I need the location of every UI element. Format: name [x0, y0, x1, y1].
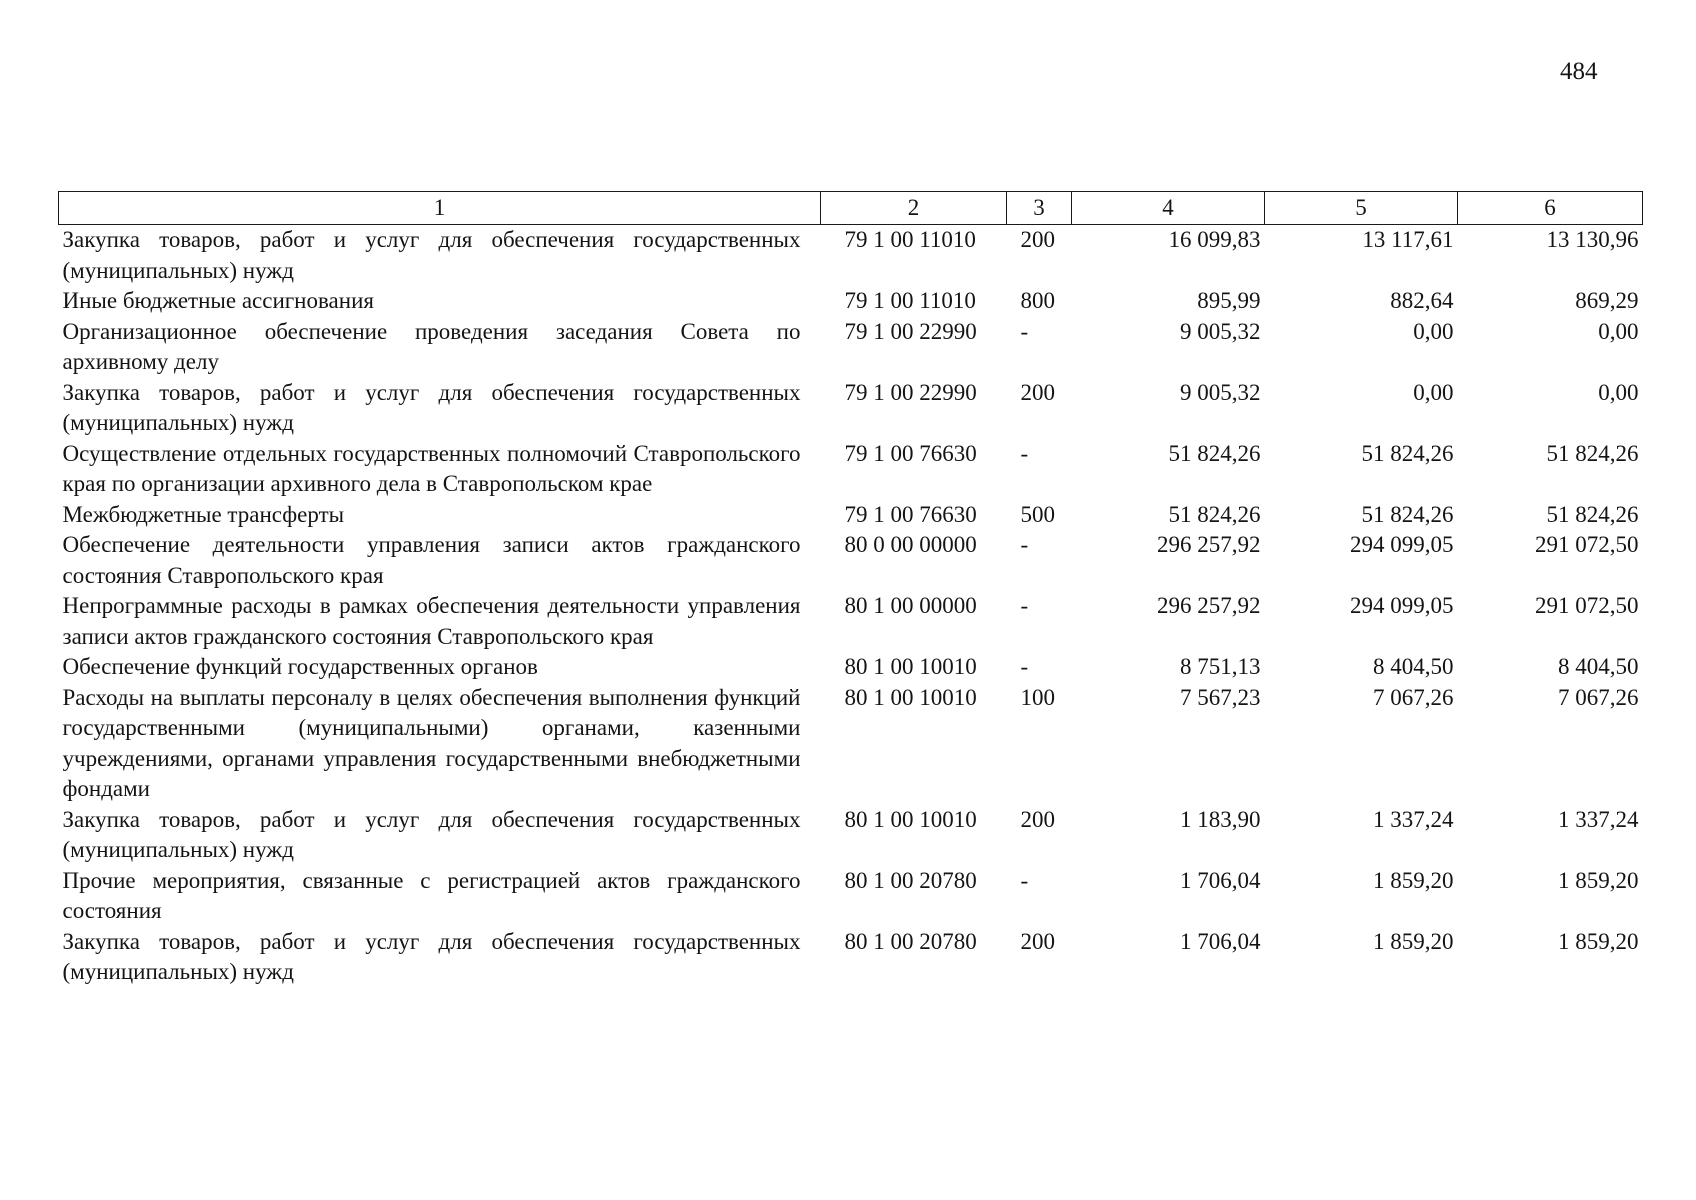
- expense-type-code: 500: [1020, 501, 1055, 527]
- expense-type-code: 200: [1020, 227, 1055, 252]
- target-article-code: 80 1 00 10010: [844, 684, 977, 710]
- table-row: [59, 439, 1643, 500]
- amount-column-4: 8 751,13: [1180, 654, 1261, 679]
- amount-column-6: 291 072,50: [1535, 532, 1639, 557]
- expense-type-code: -: [1020, 318, 1029, 344]
- amount-column-4: 51 824,26: [1168, 440, 1261, 466]
- amount-column-6: 51 824,26: [1546, 440, 1639, 466]
- amount-column-5: 7 067,26: [1373, 684, 1454, 710]
- expense-type-code: -: [1020, 867, 1029, 893]
- table-row: [59, 530, 1643, 591]
- table-row: [59, 378, 1643, 439]
- header-row: [59, 192, 1643, 225]
- amount-column-5: 1 859,20: [1373, 867, 1454, 893]
- table-row: [59, 652, 1643, 683]
- table-row: [59, 317, 1643, 378]
- amount-column-4: 1 183,90: [1180, 806, 1261, 832]
- amount-column-6: 0,00: [1598, 318, 1639, 344]
- expense-name: Закупка товаров, работ и услуг для обеспечения государственных (муниципальных) нужд: [62, 806, 801, 862]
- expense-type-code: -: [1020, 532, 1029, 557]
- expense-type-code: -: [1020, 593, 1029, 618]
- amount-column-5: 51 824,26: [1361, 501, 1454, 527]
- expense-name: Обеспечение деятельности управления записи актов гражданского состояния Ставропольского края: [62, 532, 801, 588]
- page-number: 484: [1560, 58, 1598, 85]
- amount-column-4: 9 005,32: [1180, 318, 1261, 344]
- target-article-code: 79 1 00 11010: [844, 227, 976, 252]
- column-header-6: 6: [1458, 192, 1643, 225]
- target-article-code: 79 1 00 22990: [844, 318, 977, 344]
- amount-column-5: 294 099,05: [1350, 532, 1454, 557]
- expense-name: Прочие мероприятия, связанные с регистрацией актов гражданского состояния: [62, 867, 801, 923]
- table-body: [59, 225, 1643, 988]
- expense-type-code: 200: [1020, 928, 1055, 954]
- column-header-3: 3: [1007, 192, 1072, 225]
- amount-column-4: 16 099,83: [1168, 227, 1261, 252]
- amount-column-5: 13 117,61: [1362, 227, 1454, 252]
- column-header-1: 1: [59, 192, 821, 225]
- amount-column-5: 0,00: [1413, 379, 1454, 405]
- expense-name: Межбюджетные трансферты: [62, 501, 345, 527]
- amount-column-6: 7 067,26: [1558, 684, 1639, 710]
- expense-name: Закупка товаров, работ и услуг для обеспечения государственных (муниципальных) нужд: [62, 928, 801, 984]
- table-row: [59, 225, 1643, 287]
- table-row: [59, 866, 1643, 927]
- amount-column-6: 8 404,50: [1558, 654, 1639, 679]
- expense-type-code: -: [1020, 440, 1029, 466]
- expense-type-code: 100: [1020, 684, 1055, 710]
- expense-name: Закупка товаров, работ и услуг для обеспечения государственных (муниципальных) нужд: [62, 379, 801, 435]
- amount-column-5: 1 337,24: [1373, 806, 1454, 832]
- column-header-4: 4: [1072, 192, 1265, 225]
- target-article-code: 80 1 00 10010: [844, 806, 977, 832]
- target-article-code: 79 1 00 22990: [844, 379, 977, 405]
- expense-type-code: 800: [1020, 288, 1055, 313]
- target-article-code: 79 1 00 76630: [844, 440, 977, 466]
- table-row: [59, 805, 1643, 866]
- amount-column-4: 1 706,04: [1180, 867, 1261, 893]
- column-header-5: 5: [1265, 192, 1458, 225]
- table-row: [59, 591, 1643, 652]
- expense-name: Обеспечение функций государственных органов: [62, 654, 538, 679]
- expense-name: Организационное обеспечение проведения заседания Совета по архивному делу: [62, 318, 801, 374]
- amount-column-5: 1 859,20: [1373, 928, 1454, 954]
- expense-name: Непрограммные расходы в рамках обеспечения деятельности управления записи актов гражданского состояния Ставропольского края: [62, 593, 801, 649]
- expense-type-code: -: [1020, 654, 1029, 679]
- expense-name: Закупка товаров, работ и услуг для обеспечения государственных (муниципальных) нужд: [62, 227, 801, 283]
- amount-column-5: 882,64: [1390, 288, 1454, 313]
- table-header: [59, 192, 1643, 225]
- amount-column-6: 13 130,96: [1546, 227, 1639, 252]
- amount-column-5: 51 824,26: [1361, 440, 1454, 466]
- amount-column-6: 869,29: [1575, 288, 1639, 313]
- target-article-code: 80 1 00 20780: [844, 867, 977, 893]
- amount-column-6: 1 859,20: [1558, 867, 1639, 893]
- expense-type-code: 200: [1020, 379, 1055, 405]
- expense-name: Осуществление отдельных государственных полномочий Ставропольского края по организации архивного дела в Ставропольском крае: [62, 440, 801, 496]
- expense-type-code: 200: [1020, 806, 1055, 832]
- amount-column-4: 296 257,92: [1157, 532, 1261, 557]
- amount-column-6: 1 859,20: [1558, 928, 1639, 954]
- table-row: [59, 286, 1643, 317]
- target-article-code: 80 0 00 00000: [844, 532, 977, 557]
- amount-column-4: 296 257,92: [1157, 593, 1261, 618]
- amount-column-6: 1 337,24: [1558, 806, 1639, 832]
- amount-column-4: 9 005,32: [1180, 379, 1261, 405]
- target-article-code: 80 1 00 10010: [844, 654, 977, 679]
- amount-column-6: 291 072,50: [1535, 593, 1639, 618]
- target-article-code: 80 1 00 00000: [844, 593, 977, 618]
- expense-name: Расходы на выплаты персоналу в целях обеспечения выполнения функций государственными (муниципальными) органами, казенными учреждениями, органами управления государственными внебюджетными фондами: [62, 684, 801, 801]
- target-article-code: 79 1 00 76630: [844, 501, 977, 527]
- amount-column-4: 895,99: [1197, 288, 1261, 313]
- amount-column-6: 51 824,26: [1546, 501, 1639, 527]
- amount-column-5: 0,00: [1413, 318, 1454, 344]
- amount-column-4: 7 567,23: [1180, 684, 1261, 710]
- amount-column-6: 0,00: [1598, 379, 1639, 405]
- column-header-2: 2: [821, 192, 1007, 225]
- amount-column-4: 1 706,04: [1180, 928, 1261, 954]
- table-row: [59, 683, 1643, 805]
- target-article-code: 79 1 00 11010: [844, 288, 976, 313]
- budget-table: [58, 191, 1643, 988]
- table-row: [59, 500, 1643, 531]
- amount-column-4: 51 824,26: [1168, 501, 1261, 527]
- expense-name: Иные бюджетные ассигнования: [62, 288, 374, 313]
- target-article-code: 80 1 00 20780: [844, 928, 977, 954]
- amount-column-5: 8 404,50: [1373, 654, 1454, 679]
- amount-column-5: 294 099,05: [1350, 593, 1454, 618]
- table-row: [59, 927, 1643, 988]
